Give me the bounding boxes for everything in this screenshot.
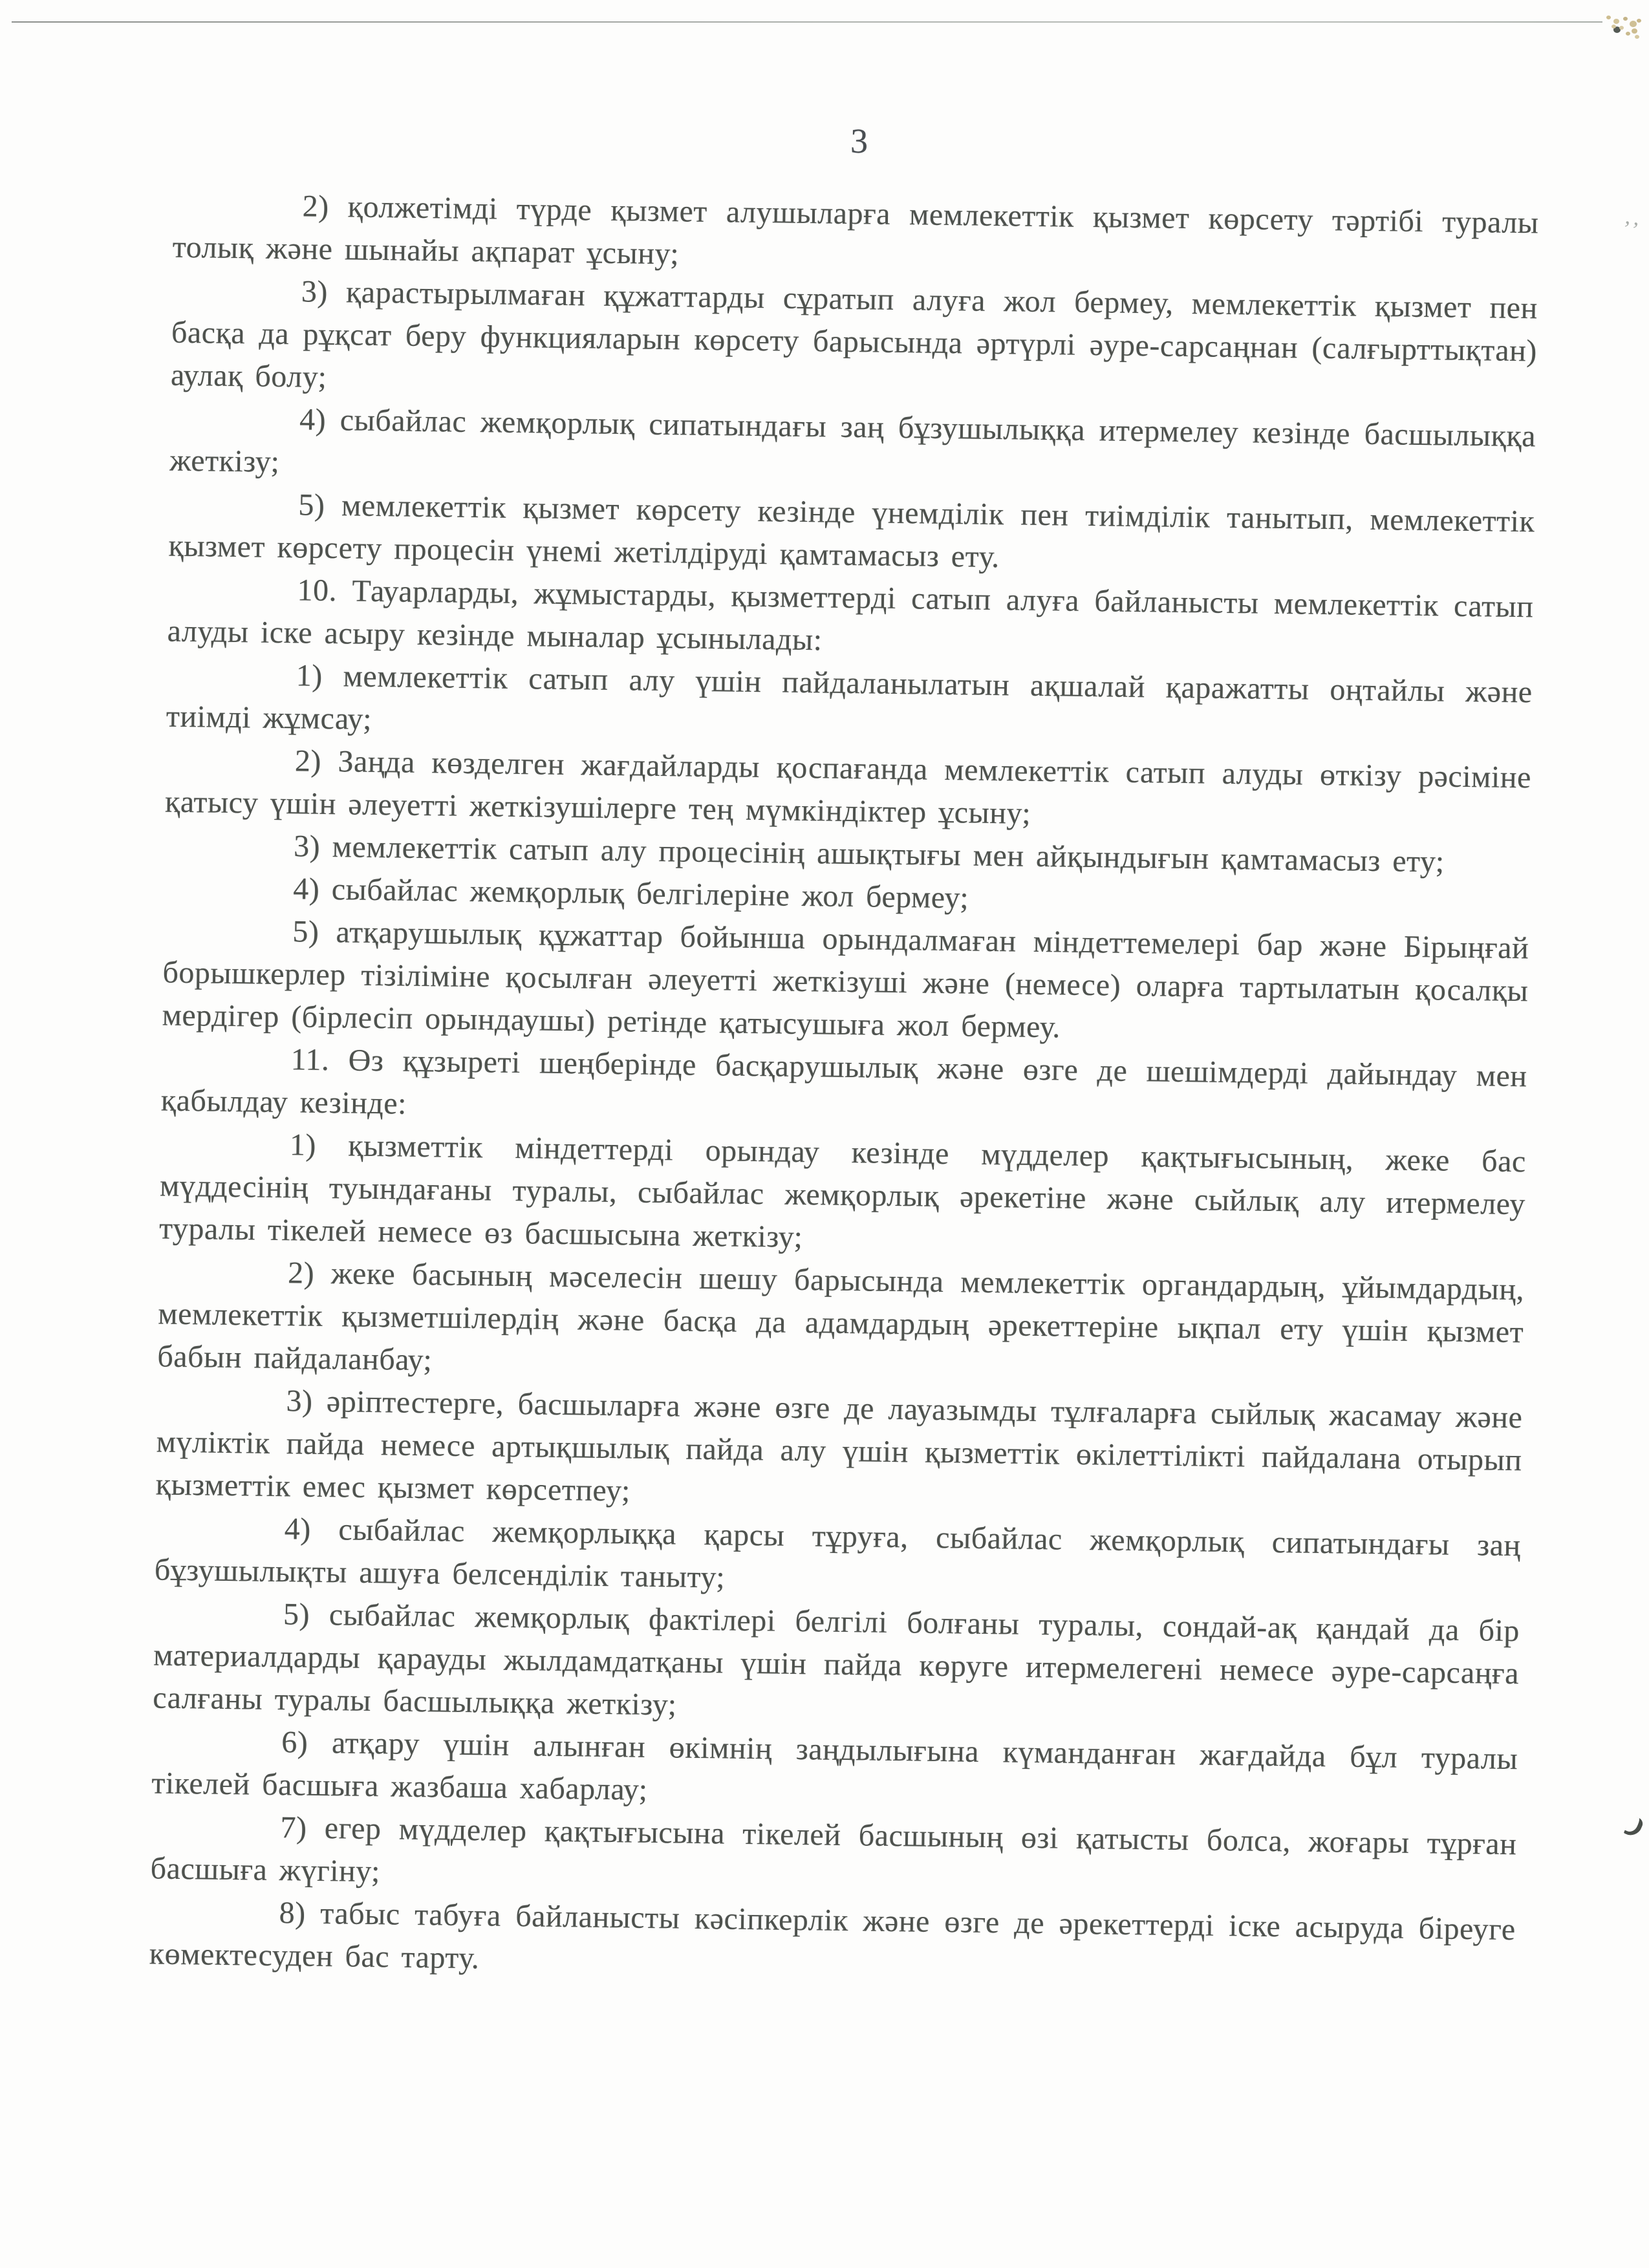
paragraph-11-1: 1) қызметтік міндеттерді орындау кезінде мүдделер қақтығысының, жеке бас мүддесінің туындағаны туралы, сыбайлас жемқорлық әрекетіне және сыйлық алу итермелеу туралы тікелей немесе өз басшысына жеткізу; xyxy=(158,1128,1527,1255)
paragraph-9-5: 5) мемлекеттік қызмет көрсету кезінде үнемділік пен тиімділік танытып, мемлекеттік қызмет көрсету процесін үнемі жетілдіруді қамтамасыз ету. xyxy=(168,487,1535,575)
paragraph-11: 11. Өз құзыреті шеңберінде басқарушылық және өзге де шешімдерді дайындау мен қабылдау кезінде: xyxy=(160,1042,1527,1121)
paragraph-10-5: 5) атқарушылық құжаттар бойынша орындалмаған міндеттемелері бар және Бірыңғай борышкерлер тізіліміне қосылған әлеуетті жеткізуші және (немесе) оларға тартылатын қосалқы мердігер (бірлесіп орындаушы) ретінде қатысушыға жол бермеу. xyxy=(162,914,1529,1045)
paragraph-11-8: 8) табыс табуға байланысты кәсіпкерлік және өзге де әрекеттерді іске асыруда біреуге көмектесуден бас тарту. xyxy=(149,1896,1516,1976)
scan-artifact-ink-comma xyxy=(1624,1815,1645,1839)
scan-artifact-edge-mark: ‚‚ xyxy=(1622,204,1644,231)
scan-artifact-corner-speckles xyxy=(1606,16,1611,19)
paragraph-10-4: 4) сыбайлас жемқорлық белгілеріне жол бермеу; xyxy=(292,872,969,915)
paragraph-9-4: 4) сыбайлас жемқорлық сипатындағы заң бұзушылыққа итермелеу кезінде басшылыққа жеткізу; xyxy=(169,402,1536,479)
paragraph-9-2: 2) қолжетімді түрде қызмет алушыларға мемлекеттік қызмет көрсету тәртібі туралы толық және шынайы ақпарат ұсыну; xyxy=(172,189,1539,272)
paragraph-11-7: 7) егер мүдделер қақтығысына тікелей басшының өзі қатысты болса, жоғары тұрған басшыға жүгіну; xyxy=(150,1810,1517,1889)
paragraph-11-5: 5) сыбайлас жемқорлық фактілері белгілі болғаны туралы, сондай-ақ қандай да бір материалдарды қарауды жылдамдатқаны үшін пайда көруге итермелегені немесе әуре-сарсаңға салғаны туралы басшылыққа жеткізу; xyxy=(152,1597,1520,1722)
paragraph-10-1: 1) мемлекеттік сатып алу үшін пайдаланылатын ақшалай қаражатты оңтайлы және тиімді жұмсау; xyxy=(166,658,1533,736)
paragraph-11-3: 3) әріптестерге, басшыларға және өзге де лауазымды тұлғаларға сыйлық жасамау және мүліктік пайда немесе артықшылық пайда алу үшін қызметтік өкілеттілікті пайдалана отырып қызметтік емес қызмет көрсетпеу; xyxy=(155,1384,1523,1508)
paragraph-10-2: 2) Заңда көзделген жағдайларды қоспағанда мемлекеттік сатып алуды өткізу рәсіміне қатысу үшін әлеуетті жеткізушілерге тең мүмкіндіктер ұсыну; xyxy=(164,744,1532,831)
paragraph-11-6: 6) атқару үшін алынған өкімнің заңдылығына күманданған жағдайда бұл туралы тікелей басшыға жазбаша хабарлау; xyxy=(151,1725,1518,1807)
document-body xyxy=(149,184,1539,1994)
paragraph-11-2: 2) жеке басының мәселесін шешу барысында мемлекеттік органдардың, ұйымдардың, мемлекеттік қызметшілердің және басқа да адамдардың әрекеттеріне ықпал ету үшін қызмет бабын пайдаланбау; xyxy=(157,1256,1525,1378)
paragraph-11-4: 4) сыбайлас жемқорлыққа қарсы тұруға, сыбайлас жемқорлық сипатындағы заң бұзушылықты ашуға белсенділік таныту; xyxy=(154,1512,1522,1595)
paragraph-9-3: 3) қарастырылмаған құжаттарды сұратып алуға жол бермеу, мемлекеттік қызмет пен басқа да рұқсат беру функцияларын көрсету барысында әртүрлі әуре-сарсаңнан (салғырттықтан) аулақ болу; xyxy=(170,274,1538,394)
paragraph-10: 10. Тауарларды, жұмыстарды, қызметтерді сатып алуға байланысты мемлекеттік сатып алуды іске асыру кезінде мыналар ұсынылады: xyxy=(167,573,1534,658)
page-number: 3 xyxy=(850,121,868,161)
paragraph-10-3: 3) мемлекеттік сатып алу процесінің ашықтығы мен айқындығын қамтамасыз ету; xyxy=(293,829,1445,879)
